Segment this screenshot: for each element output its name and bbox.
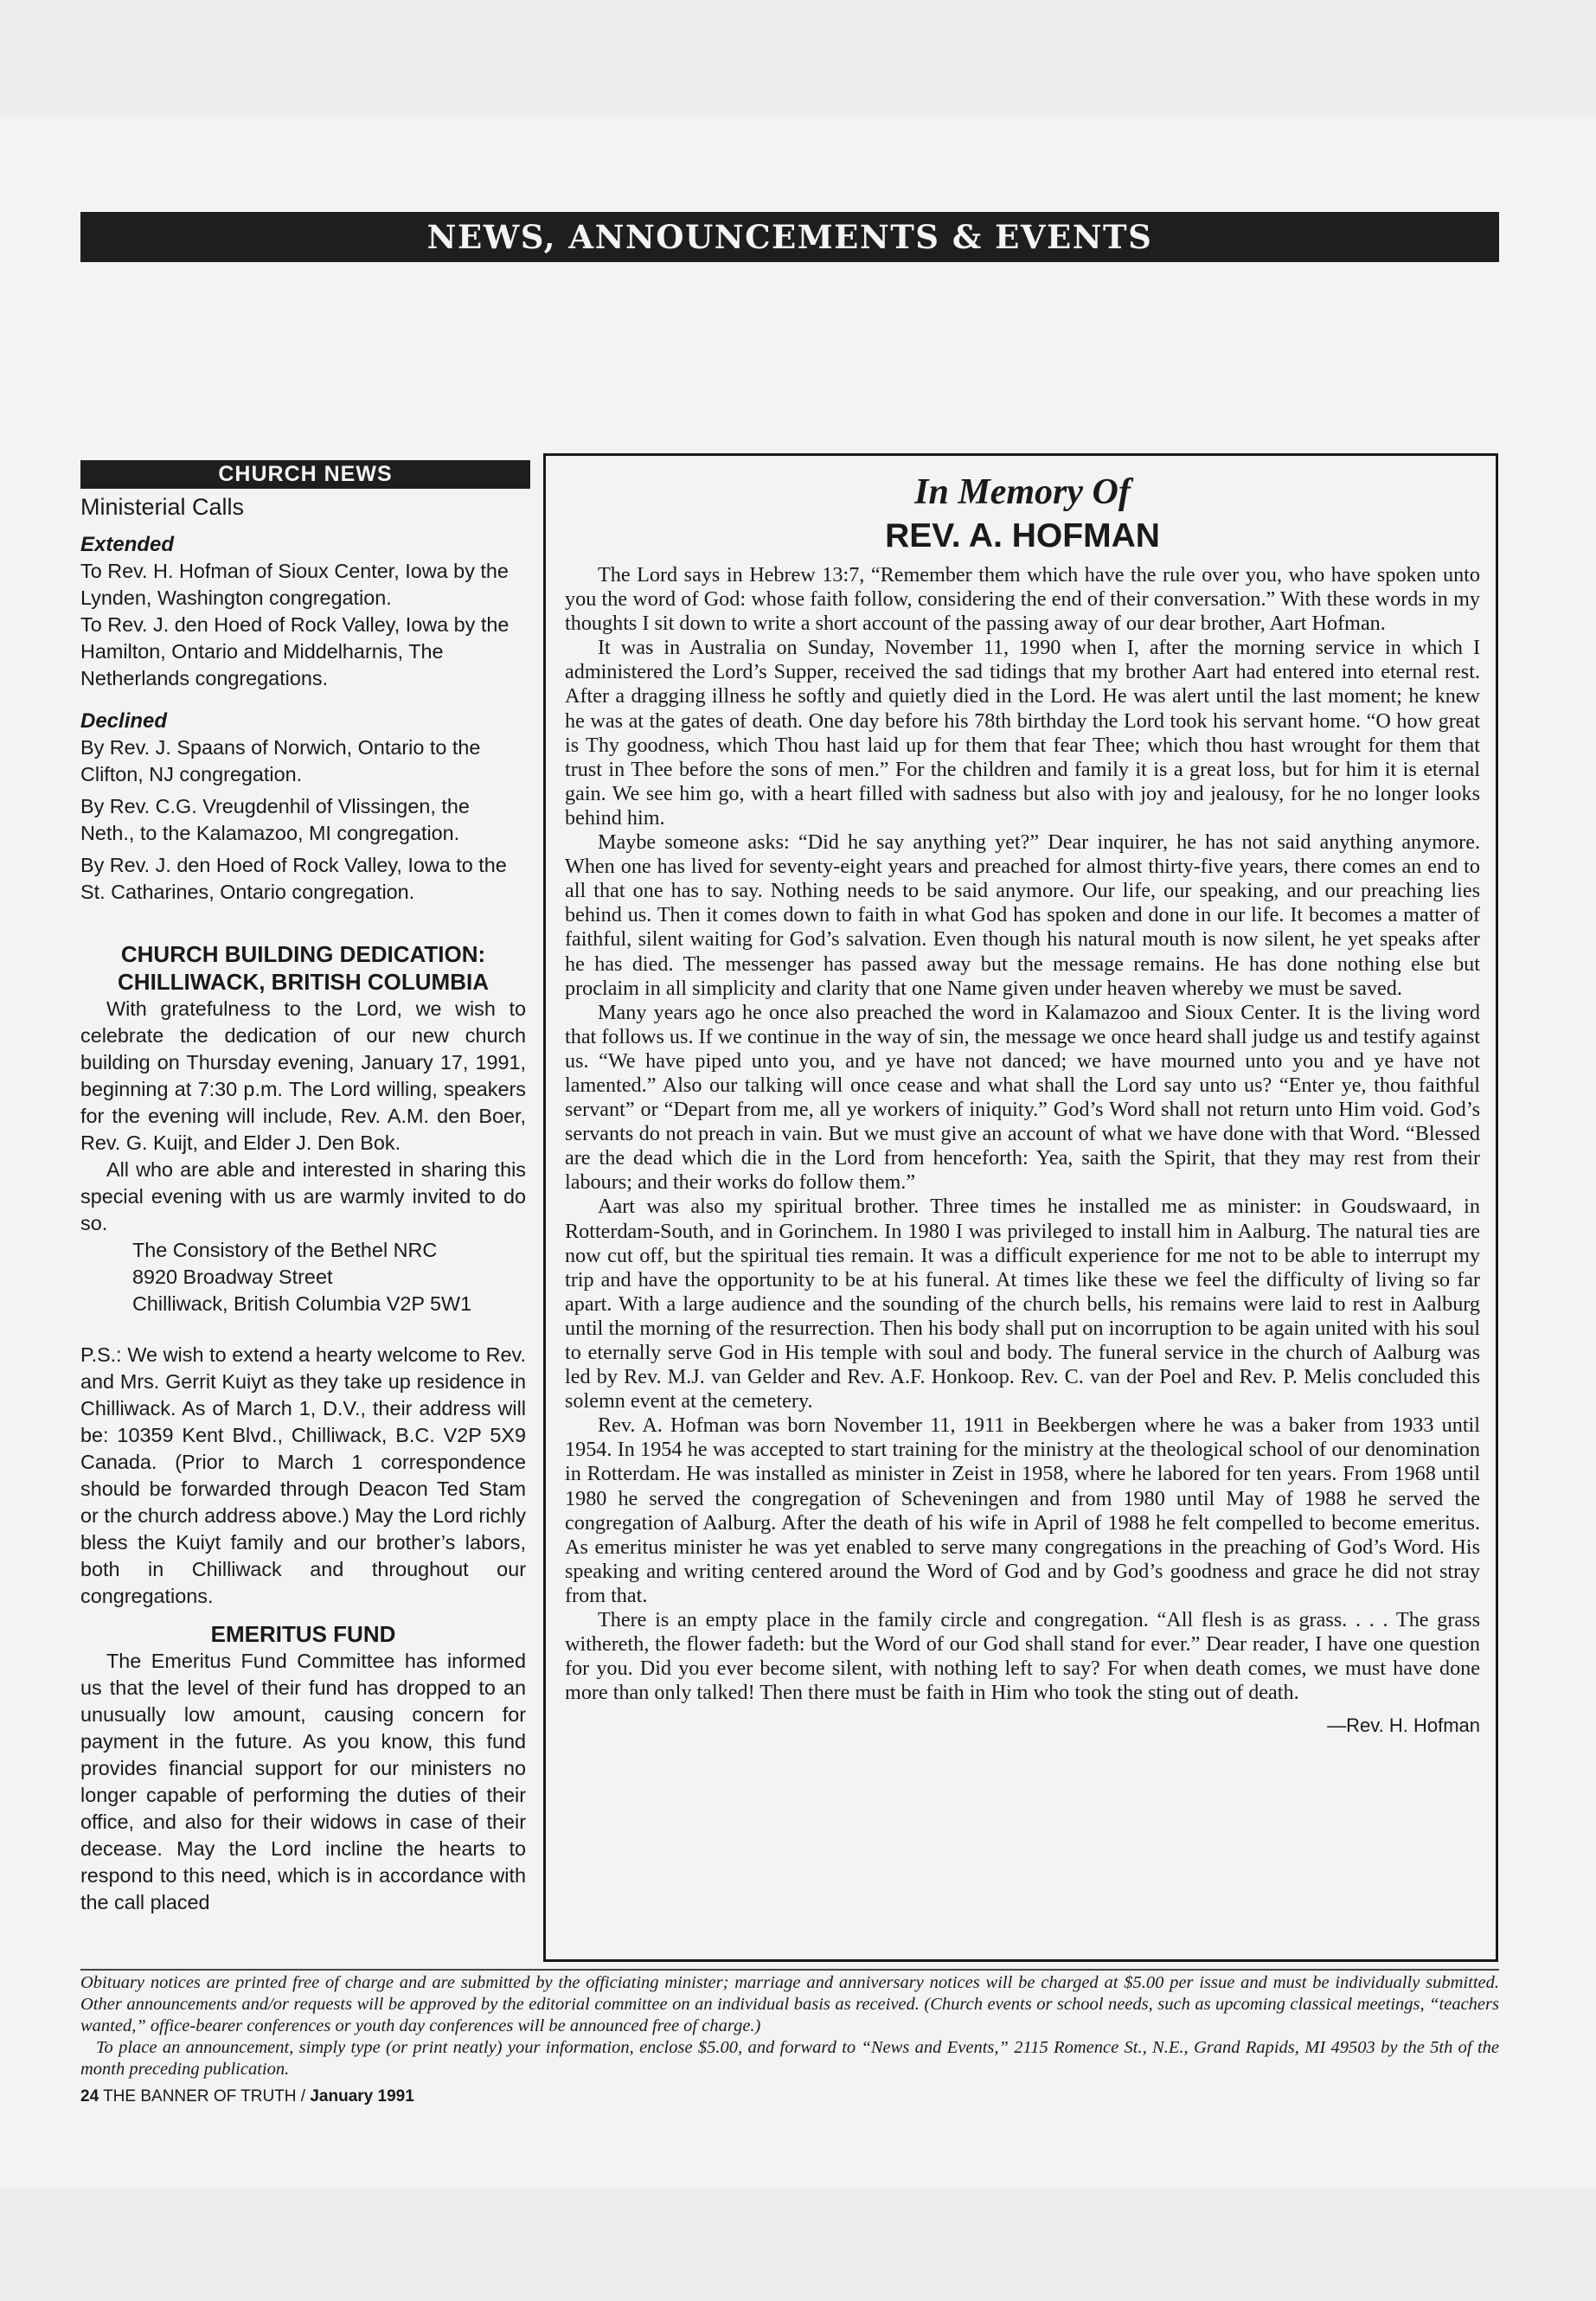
address-line-3: Chilliwack, British Columbia V2P 5W1 [132, 1292, 472, 1315]
dedication-paragraph-2: All who are able and interested in sharing this special evening with us are warmly invited to do so. [80, 1158, 526, 1234]
dedication-heading-2: CHILLIWACK, BRITISH COLUMBIA [118, 969, 489, 995]
consistory-address [80, 1237, 526, 1317]
memoriam-name: REV. A. HOFMAN [885, 517, 1160, 554]
ministerial-calls-heading: Ministerial Calls [80, 494, 245, 520]
footer-notes [80, 1972, 1499, 2107]
extended-call-2: To Rev. J. den Hoed of Rock Valley, Iowa by the Hamilton, Ontario and Middelharnis, The Netherlands congregations. [80, 613, 510, 689]
footer-note-1: Obituary notices are printed free of charge and are submitted by the officiating minister; marriage and anniversary notices will be charged at $5.00 per issue and must be individually submitted. Other announcements and/or requests will be approved by the editorial committee on an individual basis as received. (Church events or school needs, such as upcoming classical meetings, “teachers wanted,” office-bearer conferences or youth day conferences will be announced free of charge.) [80, 1973, 1499, 2035]
emeritus-heading: EMERITUS FUND [210, 1621, 396, 1647]
dedication-ps: P.S.: We wish to extend a hearty welcome to Rev. and Mrs. Gerrit Kuiyt as they take up residence in Chilliwack. As of March 1, D.V., their address will be: 10359 Kent Blvd., Chilliwack, B.C. V2P 5X9 Canada. (Prior to March 1 correspondence should be forwarded through Deacon Ted Stam or the church address above.) May the Lord richly bless the Kuiyt family and our brother’s labors, both in Chilliwack and throughout our congregations. [80, 1343, 526, 1607]
dedication-heading-1: CHURCH BUILDING DEDICATION: [120, 941, 486, 967]
memoriam-paragraph-2: It was in Australia on Sunday, November 11, 1990 when I, after the morning service in which I administered the Lord’s Supper, received the sad tidings that my brother Aart had entered into eternal rest. After a dragging illness he softly and quietly died in the Lord. He was alert until the last moment; he knew he was at the gates of death. One day before his 78th birthday the Lord took his servant home. “O how great is Thy goodness, which Thou hast laid up for them that fear Thee; which thou hast wrought for them that trust in Thee before the sons of men.” For the children and family it is a great loss, but for him it is eternal gain. We see him go, with a heart filled with sadness but also with joy and jealousy, for he no longer looks behind him. [565, 636, 1480, 830]
declined-label: Declined [80, 709, 168, 733]
memoriam-paragraph-7: There is an empty place in the family circle and congregation. “All flesh is as grass. . . . The grass withereth, the flower fadeth: but the Word of our God shall stand for ever.” Dear reader, I have one question for you. Did you ever become silent, with nothing left to say? For when death comes, we must have done more than only talked! Then there must be faith in Him who took the sting out of death. [565, 1608, 1480, 1705]
left-column [80, 460, 526, 1916]
declined-call-1: By Rev. J. Spaans of Norwich, Ontario to the Clifton, NJ congregation. [80, 736, 481, 785]
emeritus-text: The Emeritus Fund Committee has informed us that the level of their fund has dropped to an unusually low amount, causing concern for payment in the future. As you know, this fund provides financial support for our ministers no longer capable of performing the duties of their office, and also for their widows in case of their decease. May the Lord incline the hearts to respond to this need, which is in accordance with the call placed [80, 1650, 526, 1913]
memoriam-paragraph-4: Many years ago he once also preached the word in Kalamazoo and Sioux Center. It is the living word that follows us. If we continue in the way of sin, the message we once heard shall judge us and testify against us. “We have piped unto you, and ye have not danced; we have mourned unto you and ye have not lamented.” Also our talking will once cease and what shall the Lord say unto us? “Enter ye, thou faithful servant” or “Depart from me, all ye workers of iniquity.” God’s Word shall not return unto Him void. God’s servants do not preach in vain. But we must give an account of what we have done with that Word. “Blessed are the dead which die in the Lord from henceforth: Yea, saith the Spirit, that they may rest from their labours; and their works do follow them.” [565, 1000, 1480, 1195]
page-folio [80, 2086, 1499, 2107]
issue-date: January 1991 [310, 2087, 414, 2106]
page-number: 24 [80, 2087, 99, 2106]
extended-label: Extended [80, 533, 175, 556]
memoriam-paragraph-6: Rev. A. Hofman was born November 11, 1911 in Beekbergen where he was a baker from 1933 until 1954. In 1954 he was accepted to start training for the ministry at the theological school of our denomination in Rotterdam. He was installed as minister in Zeist in 1958, where he labored for ten years. From 1968 until 1980 he served the congregation of Scheveningen and from 1980 until May of 1988 he served the congregation of Aalburg. After the death of his wife in April of 1988 he felt compelled to become emeritus. As emeritus minister he was yet enabled to serve many congregations in the preaching of God’s Word. His speaking and writing centered around the Word of God and by God’s goodness and grace he did not stray from that. [565, 1413, 1480, 1607]
dedication-paragraph-1: With gratefulness to the Lord, we wish to celebrate the dedication of our new church building on Thursday evening, January 17, 1991, beginning at 7:30 p.m. The Lord willing, speakers for the evening will include, Rev. A.M. den Boer, Rev. G. Kuijt, and Elder J. Den Bok. [80, 997, 526, 1154]
memoriam-paragraph-3: Maybe someone asks: “Did he say anything yet?” Dear inquirer, he has not said anything anymore. When one has lived for seventy-eight years and preached for almost thirty-five years, there comes an end to all that one has to say. Nothing needs to be said anymore. Our life, our speaking, and our preaching lies behind us. Then it comes down to faith in what God has spoken and done in our life. It becomes a matter of faithful, silent waiting for God’s salvation. Even though his natural mouth is now silent, he yet speaks after he has died. The messenger has passed away but the message remains. He has done nothing else but proclaim in all simplicity and clarity that one Name given under heaven whereby we must be saved. [565, 830, 1480, 1000]
extended-call-1: To Rev. H. Hofman of Sioux Center, Iowa by the Lynden, Washington congregation. [80, 560, 509, 609]
memoriam-title: In Memory Of [914, 472, 1131, 512]
declined-call-2: By Rev. C.G. Vreugdenhil of Vlissingen, the Neth., to the Kalamazoo, MI congregation. [80, 795, 470, 844]
memoriam-paragraph-1: The Lord says in Hebrew 13:7, “Remember them which have the rule over you, who have spoken unto you the word of God: whose faith follow, considering the end of their conversation.” With these words in my thoughts I sit down to write a short account of the passing away of our dear brother, Aart Hofman. [565, 563, 1480, 636]
memoriam-paragraph-5: Aart was also my spiritual brother. Three times he installed me as minister: in Goudswaard, in Rotterdam-South, and in Gorinchem. In 1980 I was privileged to install him in Aalburg. The natural ties are now cut off, but the spiritual ties remain. It was a difficult experience for me not to be able to interrupt my trip and have the opportunity to be at his funeral. At times like these we feel the difficulty of living so far apart. With a large audience and the sounding of the church bells, his remains were laid to rest in Aalburg until the morning of the resurrection. Then his body shall put on incorruption to be again united with his soul to eternally serve God in His temple with soul and body. The funeral service in the church of Aalburg was led by Rev. M.J. van Gelder and Rev. A.F. Honkoop. Rev. C. van der Poel and Rev. P. Melis concluded this solemn event at the cemetery. [565, 1195, 1480, 1413]
address-line-1: The Consistory of the Bethel NRC [132, 1239, 438, 1261]
memoriam-box [543, 453, 1498, 1962]
footer-note-2: To place an announcement, simply type (or print neatly) your information, enclose $5.00, and forward to “News and Events,” 2115 Romence St., N.E., Grand Rapids, MI 49503 by the 5th of the month preceding publication. [80, 2038, 1499, 2079]
memoriam-signature: —Rev. H. Hofman [1327, 1715, 1480, 1737]
declined-call-3: By Rev. J. den Hoed of Rock Valley, Iowa to the St. Catharines, Ontario congregation. [80, 854, 507, 903]
section-banner: NEWS, ANNOUNCEMENTS & EVENTS [80, 212, 1499, 262]
footer-divider [80, 1969, 1499, 1971]
church-news-bar: CHURCH NEWS [80, 460, 530, 489]
memoriam-body [565, 563, 1480, 1705]
address-line-2: 8920 Broadway Street [132, 1266, 333, 1288]
publication-name: THE BANNER OF TRUTH / [103, 2087, 306, 2106]
